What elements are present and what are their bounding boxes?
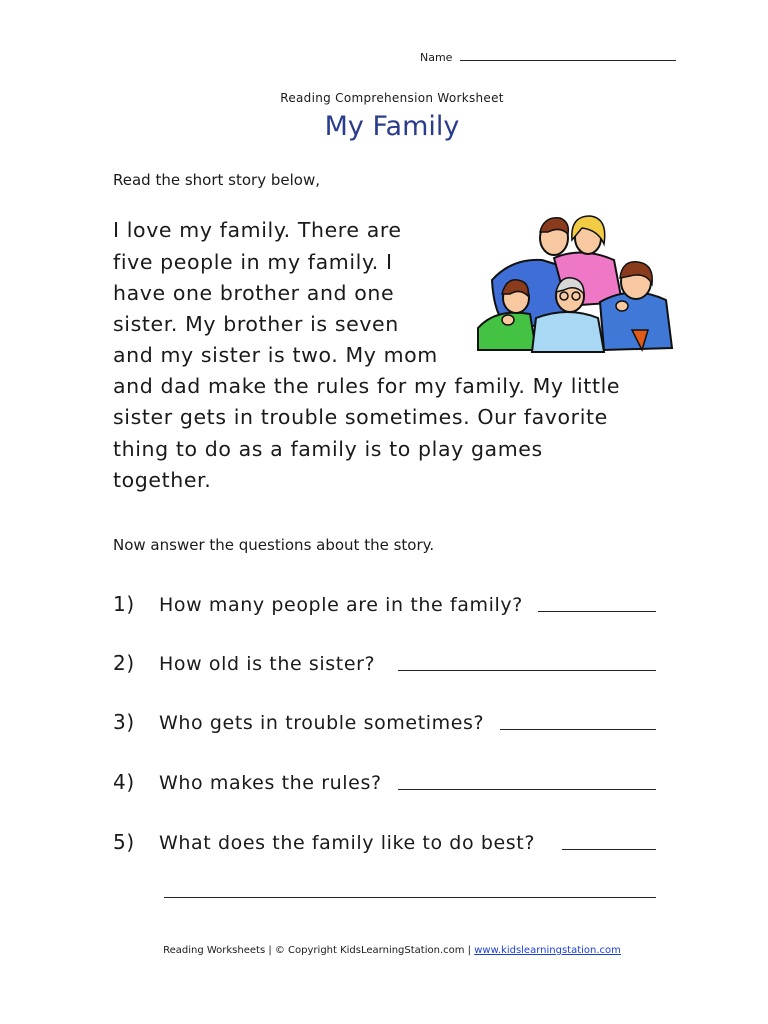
answer-line-3[interactable] [500,729,656,730]
story-line: five people in my family. I [113,250,393,274]
answer-line-2[interactable] [398,670,656,671]
story-line: and my sister is two. My mom [113,343,438,367]
story-line: thing to do as a family is to play games [113,437,543,461]
question-number: 4) [113,770,135,794]
question-text: Who makes the rules? [159,772,382,794]
question-number: 1) [113,592,135,616]
answer-line-1[interactable] [538,611,656,612]
story-line: together. [113,468,212,492]
question-4 [113,770,382,794]
name-blank-line[interactable] [460,50,676,61]
read-instruction: Read the short story below, [113,171,320,189]
story-line: sister. My brother is seven [113,312,399,336]
name-label: Name [420,51,453,64]
story-line: I love my family. There are [113,218,402,242]
question-text: Who gets in trouble sometimes? [159,712,485,734]
footer [0,945,768,956]
answer-line-4[interactable] [398,789,656,790]
story-line: sister gets in trouble sometimes. Our favorite [113,405,608,429]
family-illustration [472,210,676,356]
answer-instruction: Now answer the questions about the story. [113,536,435,554]
answer-line-5-continued[interactable] [164,897,656,898]
name-field [420,50,676,64]
question-text: How old is the sister? [159,653,376,675]
worksheet-subtitle: Reading Comprehension Worksheet [280,91,504,105]
question-5 [113,830,535,854]
question-text: How many people are in the family? [159,594,523,616]
question-2 [113,651,375,675]
page-title: My Family [324,111,460,142]
question-3 [113,710,484,734]
story-line: have one brother and one [113,281,395,305]
question-text: What does the family like to do best? [159,832,536,854]
answer-line-5[interactable] [562,849,656,850]
footer-copyright: Reading Worksheets | © Copyright KidsLearningStation.com | [163,945,475,956]
story-line: and dad make the rules for my family. My little [113,374,621,398]
question-number: 2) [113,651,135,675]
question-number: 5) [113,830,135,854]
question-1 [113,592,523,616]
footer-link[interactable]: www.kidslearningstation.com [474,945,621,956]
question-number: 3) [113,710,135,734]
